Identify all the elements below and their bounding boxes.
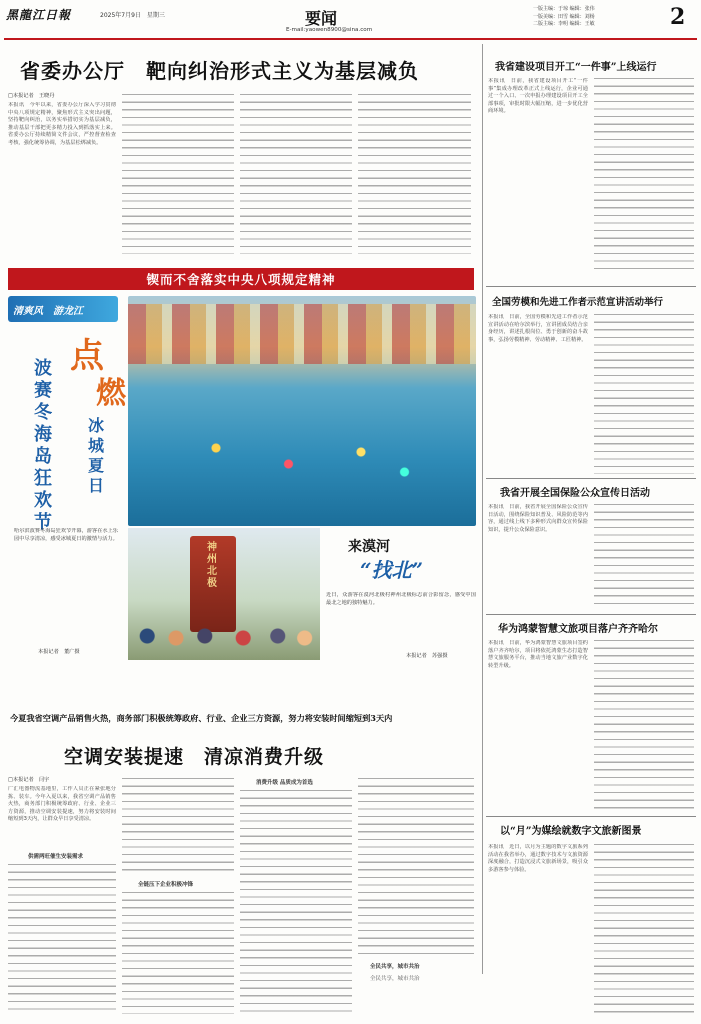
banner [8,268,474,290]
bottom-intro: 今夏我省空调产品销售火热，商务部门积极统筹政府、行业、企业三方资源，努力将安装时间缩短到3天内 [10,713,393,723]
bottom-body-col1: 广汇电器物流基地里，工作人员正在紧张地分拣、装车。今年入夏以来，我省空调产品销售火热，商务部门积极统筹政府、行业、企业三方资源，推动空调安装提速，努力将安装时间缩短到3天内，让群众早日享受清凉。 [8,786,116,823]
issue-date: 2025年7月9日 星期三 [100,12,165,19]
feature-credit-right: 本报记者 苏强摄 [406,653,448,659]
right-story-3-body: 本报讯 日前，我省开展全国保险公众宣传日活动，围绕保险知识普及、风险防范等内容，通过线上线下多种形式向群众宣传保险知识，提升公众保险意识。 [488,504,588,533]
feature-big-headline: “找北” [360,558,424,582]
right-story-4-body: 本报讯 日前，华为鸿蒙智慧文旅项目签约落户齐齐哈尔，项目将依托鸿蒙生态打造智慧文旅服务平台，推动当地文旅产业数字化转型升级。 [488,640,588,669]
main-body-col1: 本报讯 今年以来，省委办公厅深入学习贯彻中央八项规定精神，聚焦形式主义突出问题，坚持靶向纠治，以务实举措切实为基层减负，推动基层干部把更多精力投入到抓落实上来。省委办公厅持续精简文件会议，严控督查检查考核，强化统筹协调，为基层松绑减负。 [8,102,116,146]
right-story-2-body: 本报讯 日前，全国劳模和先进工作者示范宣讲活动在哈尔滨举行，宣讲团成员结合亲身经历，讲述扎根岗位、勇于创新的奋斗故事，弘扬劳模精神、劳动精神、工匠精神。 [488,314,588,343]
feature-kicker: 清爽风 游龙江 [8,296,118,322]
main-body-col4 [358,94,471,254]
right-story-5-title: 以“月”为媒绘就数字文旅新图景 [500,826,642,837]
editor-line: 一版主编：于琼 编辑：张伟 [533,6,595,12]
right-story-1-title: 我省建设项目开工“一件事”上线运行 [495,62,657,73]
editors-block [533,6,663,29]
photo-feature [8,296,476,666]
right-story-1-body: 本报讯 日前，我省建设项目开工“一件事”集成办理改革正式上线运行，企业可通过一个入口、一次申报办理建设项目开工全部事项，审批时限大幅压缩，进一步优化营商环境。 [488,78,588,115]
main-byline: □本报记者 王晓丹 [8,93,55,99]
main-headline: 省委办公厅 靶向纠治形式主义为基层减负 [20,59,419,83]
newspaper-logo: 黑龍江日報 [6,8,72,22]
editor-line: 一版美编：田雪 编辑：刘杨 [533,13,595,20]
mohe-photo [128,528,320,660]
feature-caption-right: 近日，众游客在漠河北极村神州北极标志前合影留念，感受中国最北之地的独特魅力。 [326,592,476,606]
divider [486,614,696,615]
divider [486,478,696,479]
page-number: 2 [670,4,686,30]
right-story-3-title: 我省开展全国保险公众宣传日活动 [500,488,650,499]
main-body-col3 [240,94,352,254]
right-story-4-title: 华为鸿蒙智慧文旅项目落户齐齐哈尔 [498,624,658,635]
main-body-col2 [122,94,234,254]
bottom-body-col3 [240,790,352,1014]
feature-caption-left: 哈尔滨波赛冬海岛狂欢节开幕，游客在水上乐园中尽享清凉，感受冰城夏日的激情与活力。 [14,528,118,542]
column-divider [482,44,483,974]
bottom-byline: □本报记者 闫宇 [8,777,50,783]
right-story-2-col2 [594,314,694,474]
dian-character: 点 [70,336,104,376]
feature-credit-left: 本报记者 董广摄 [38,649,80,655]
feature-title-left: 波赛冬海岛狂欢节 [34,358,52,533]
right-story-1-col2 [594,78,694,274]
section-email: E-mail:yaowen8900@sina.com [286,27,373,33]
bottom-body-col2 [122,778,234,874]
shenzhou-beiji-sign: 神州北极 [190,536,236,632]
bottom-headline: 空调安装提速 清凉消费升级 [64,746,325,768]
feature-small-headline: 来漠河 [348,539,390,555]
editor-line: 二版主编：李明 编辑：王敏 [533,21,595,27]
right-story-2-title: 全国劳模和先进工作者示范宣讲活动举行 [492,297,664,308]
bottom-body-col2b [122,892,234,1014]
bottom-body-col4 [358,778,474,958]
bottom-subhead: 全民共享，城市共治 [370,976,420,982]
bottom-subhead: 全链压下企业积极冲锋 [138,882,194,888]
bottom-subhead: 消费升级 品质成为首选 [256,780,313,786]
banner-text: 锲而不舍落实中央八项规定精神 [146,272,336,287]
waterpark-photo [128,296,476,526]
right-story-5-body: 本报讯 近日，以月为主题的数字文旅系列活动在我省举办，通过数字技术与文旅资源深度融合，打造沉浸式文旅新场景，吸引众多游客参与体验。 [488,844,588,873]
ran-character: 燃 [96,376,126,411]
bottom-subhead: 全民共享，城市共治 [370,964,420,970]
masthead-rule [4,38,697,40]
section-title: 要闻 [305,9,338,28]
masthead [0,0,701,38]
bottom-subhead: 供需两旺催生安装需求 [28,854,84,860]
feature-title-right: 冰城夏日 [88,416,105,495]
right-story-5-col2 [594,844,694,1014]
bottom-body-col1b [8,864,116,1014]
right-story-3-col2 [594,504,694,610]
right-story-4-col2 [594,640,694,810]
divider [486,816,696,817]
divider [486,286,696,287]
